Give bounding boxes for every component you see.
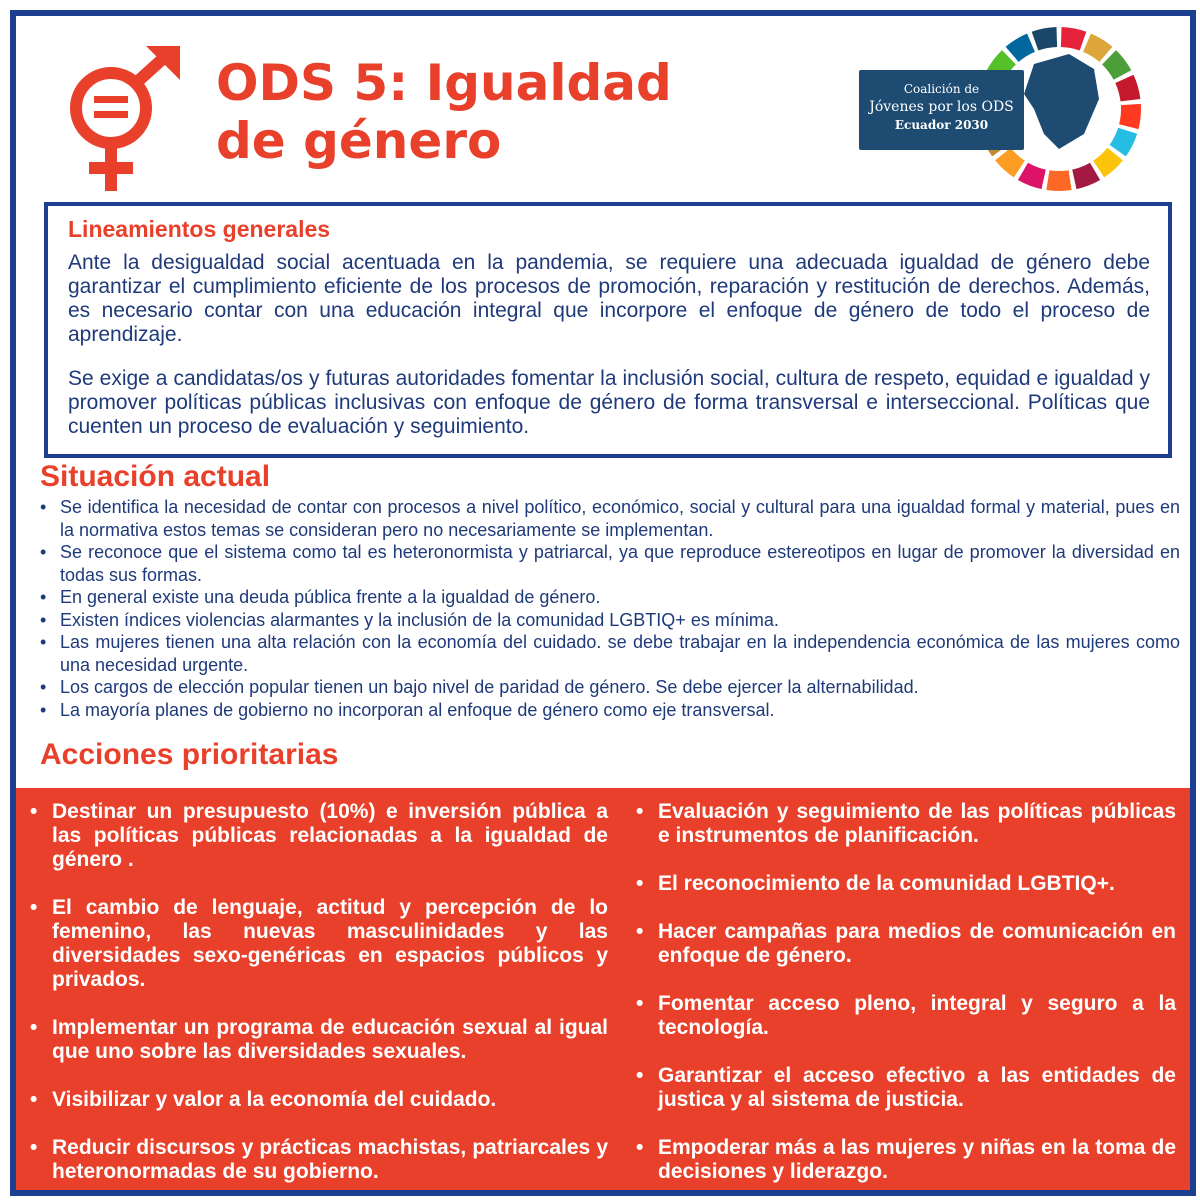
logo-line-2: Jóvenes por los ODS — [869, 99, 1014, 115]
sdg-wheel-segment — [1119, 104, 1141, 129]
lineamientos-paragraph: Se exige a candidatas/os y futuras autoridades fomentar la inclusión social, cultura de respeto, equidad e igualdad y promover políticas públicas inclusivas con enfoque de género de forma transversal e interseccional. Políticas que cuenten un proceso de evaluación y seguimiento. — [68, 367, 1150, 438]
accion-item: • Evaluación y seguimiento de las políticas públicas e instrumentos de planificación. — [636, 800, 1176, 848]
title-line-1: ODS 5: Igualdad — [216, 54, 672, 112]
acciones-heading: Acciones prioritarias — [40, 738, 339, 771]
accion-item: • Implementar un programa de educación sexual al igual que uno sobre las diversidades sexuales. — [30, 1016, 608, 1064]
accion-item: • Reducir discursos y prácticas machistas, patriarcales y heteronormadas de su gobierno. — [30, 1136, 608, 1184]
title-line-2: de género — [216, 112, 502, 170]
accion-item: • Visibilizar y valor a la economía del cuidado. — [30, 1088, 608, 1112]
lineamientos-box — [44, 202, 1172, 458]
ecuador-map-icon — [1024, 54, 1099, 149]
sdg-wheel-segment — [995, 148, 1025, 178]
accion-item: • El cambio de lenguaje, actitud y percepción de lo femenino, las nuevas masculinidades y las diversidades sexo-genéricas en espacios públicos y privados. — [30, 896, 608, 992]
lineamientos-heading: Lineamientos generales — [68, 216, 331, 242]
coalition-logo — [859, 24, 1139, 204]
situacion-item: • La mayoría planes de gobierno no incorporan al enfoque de género como eje transversal. — [40, 699, 1180, 722]
logo-line-1: Coalición de — [903, 82, 980, 96]
sdg-wheel-segment — [1018, 163, 1046, 189]
sdg-wheel-segment — [1032, 27, 1057, 51]
sdg-wheel-segment — [1083, 34, 1112, 62]
acciones-right-list — [636, 800, 1176, 1196]
situacion-item: • En general existe una deuda pública frente a la igualdad de género. — [40, 586, 1180, 609]
page-title — [216, 54, 672, 170]
accion-item: • El reconocimiento de la comunidad LGBTIQ+. — [636, 872, 1176, 896]
acciones-left-list — [30, 800, 608, 1196]
sdg-wheel-segment — [1102, 50, 1131, 80]
gender-equality-icon — [56, 46, 186, 196]
poster-frame — [10, 10, 1196, 1196]
sdg-wheel-segment — [1115, 75, 1140, 102]
sdg-wheel-segment — [1072, 163, 1100, 189]
lineamientos-paragraph: Ante la desigualdad social acentuada en la pandemia, se requiere una adecuada igualdad de género debe garantizar el cumplimiento eficiente de los procesos de promoción, reparación y restitución de derechos. Además, es necesario contar con una educación integral que incorpore el enfoque de género de todo el proceso de aprendizaje. — [68, 251, 1150, 346]
sdg-wheel-segment — [1093, 148, 1123, 178]
situacion-item: • Existen índices violencias alarmantes y la inclusión de la comunidad LGBTIQ+ es mínima. — [40, 609, 1180, 632]
accion-item: • Destinar un presupuesto (10%) e inversión pública a las políticas públicas relacionadas a la igualdad de género . — [30, 800, 608, 872]
situacion-list — [40, 496, 1180, 721]
accion-item: • Fomentar acceso pleno, integral y seguro a la tecnología. — [636, 992, 1176, 1040]
accion-item: • Empoderar más a las mujeres y niñas en la toma de decisiones y liderazgo. — [636, 1136, 1176, 1184]
coalition-box — [859, 70, 1024, 150]
situacion-item: • Se identifica la necesidad de contar con procesos a nivel político, económico, social y cultural para una igualdad formal y material, pues en la normativa estos temas se consideran pero no necesariamente se implementan. — [40, 496, 1180, 541]
sdg-wheel-segment — [1006, 34, 1035, 62]
situacion-item: • Se reconoce que el sistema como tal es heteronormista y patriarcal, ya que reproduce estereotipos en lugar de promover la diversidad en todas sus formas. — [40, 541, 1180, 586]
acciones-panel — [16, 788, 1190, 1190]
situacion-heading: Situación actual — [40, 460, 271, 493]
accion-item: • Garantizar el acceso efectivo a las entidades de justica y al sistema de justicia. — [636, 1064, 1176, 1112]
accion-item: • Hacer campañas para medios de comunicación en enfoque de género. — [636, 920, 1176, 968]
situacion-item: • Las mujeres tienen una alta relación con la economía del cuidado. se debe trabajar en la independencia económica de las mujeres como una necesidad urgente. — [40, 631, 1180, 676]
sdg-wheel-segment — [1110, 128, 1138, 157]
logo-line-3: Ecuador 2030 — [894, 118, 989, 132]
sdg-wheel-segment — [1061, 27, 1086, 51]
sdg-wheel-segment — [1046, 170, 1071, 191]
situacion-item: • Los cargos de elección popular tienen un bajo nivel de paridad de género. Se debe ejercer la alternabilidad. — [40, 676, 1180, 699]
